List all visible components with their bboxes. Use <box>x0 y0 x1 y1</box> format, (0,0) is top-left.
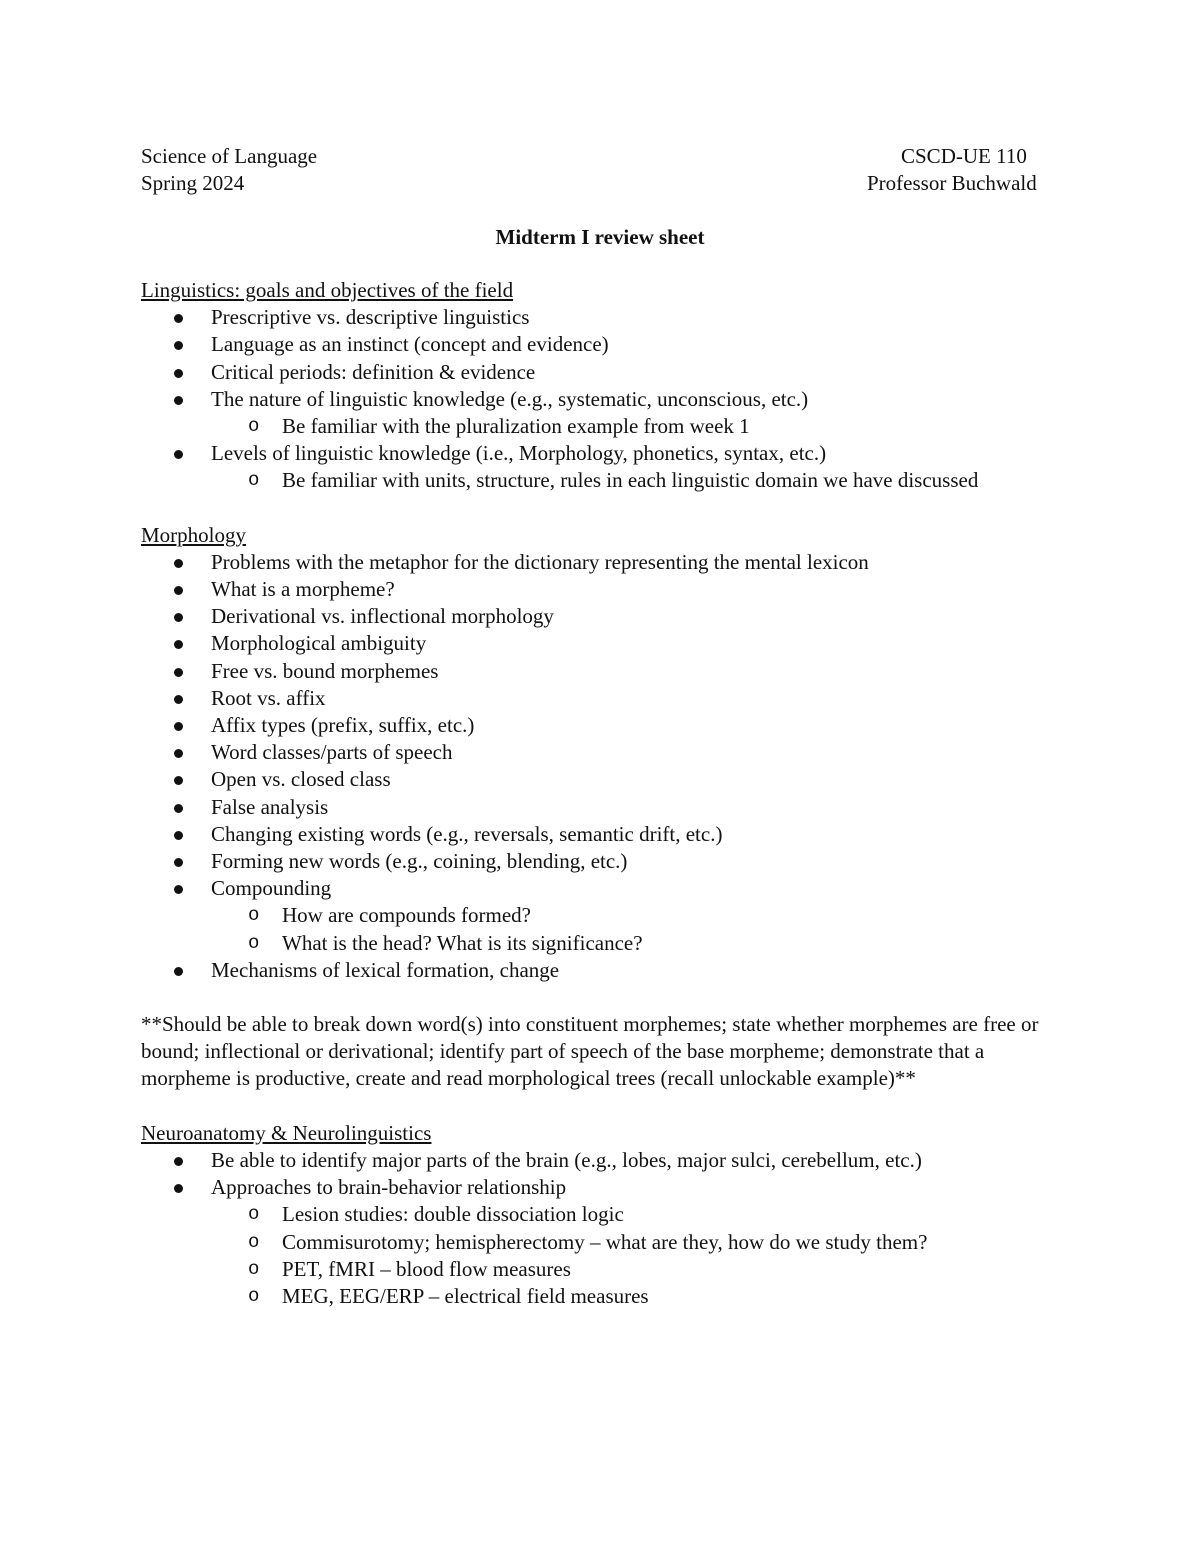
sub-list-item-text: How are compounds formed? <box>282 903 532 928</box>
bullet-icon <box>174 1157 183 1166</box>
sub-list-item <box>211 930 1057 957</box>
list-item <box>141 875 1057 957</box>
list-item <box>141 739 1057 766</box>
bullet-icon <box>174 722 183 731</box>
list-item <box>141 304 1057 331</box>
sub-list-item-text: What is the head? What is its significance? <box>282 930 643 955</box>
list-item <box>141 549 1057 576</box>
sub-list <box>211 413 1057 440</box>
sub-list-item-text: Lesion studies: double dissociation logic <box>282 1202 624 1227</box>
list-item-text: Prescriptive vs. descriptive linguistics <box>211 305 530 330</box>
sub-list-item <box>211 902 1057 929</box>
list-item-text: False analysis <box>211 794 329 819</box>
sub-list-item <box>211 1201 1057 1228</box>
hollow-bullet-icon: o <box>248 904 260 927</box>
list-item-text: The nature of linguistic knowledge (e.g., systematic, unconscious, etc.) <box>211 386 809 411</box>
instructor: Professor Buchwald <box>867 171 1037 195</box>
list-item <box>141 766 1057 793</box>
sub-list-item <box>211 467 1057 494</box>
list-item <box>141 359 1057 386</box>
sub-list-item-text: Commisurotomy; hemispherectomy – what are they, how do we study them? <box>282 1229 928 1254</box>
bullet-icon <box>174 369 183 378</box>
hollow-bullet-icon: o <box>248 1230 260 1253</box>
bullet-icon <box>174 831 183 840</box>
sub-list-item <box>211 1283 1057 1310</box>
hollow-bullet-icon: o <box>248 1284 260 1307</box>
sub-list-item <box>211 1229 1057 1256</box>
course-name: Science of Language <box>141 144 318 168</box>
list-item-text: Root vs. affix <box>211 685 326 710</box>
list-item-text: Word classes/parts of speech <box>211 740 453 765</box>
neuro-list <box>141 1147 1057 1310</box>
list-item-text: Forming new words (e.g., coining, blending, etc.) <box>211 849 628 874</box>
bullet-icon <box>174 1184 183 1193</box>
list-item <box>141 440 1057 494</box>
list-item <box>141 821 1057 848</box>
sub-list <box>211 1201 1057 1310</box>
list-item-text: Changing existing words (e.g., reversals, semantic drift, etc.) <box>211 821 723 846</box>
list-item-text: Be able to identify major parts of the brain (e.g., lobes, major sulci, cerebellum, etc.) <box>211 1147 922 1172</box>
bullet-icon <box>174 776 183 785</box>
bullet-icon <box>174 804 183 813</box>
list-item-text: Morphological ambiguity <box>211 631 427 656</box>
linguistics-list <box>141 304 1057 494</box>
list-item-text: Critical periods: definition & evidence <box>211 359 536 384</box>
list-item <box>141 386 1057 440</box>
sub-list-item-text: PET, fMRI – blood flow measures <box>282 1256 571 1281</box>
list-item-text: Open vs. closed class <box>211 767 391 792</box>
spacer <box>141 984 1057 1011</box>
list-item <box>141 957 1057 984</box>
bullet-icon <box>174 858 183 867</box>
bullet-icon <box>174 749 183 758</box>
morphology-list <box>141 549 1057 984</box>
list-item <box>141 1147 1057 1174</box>
bullet-icon <box>174 695 183 704</box>
list-item-text: Derivational vs. inflectional morphology <box>211 604 554 629</box>
bullet-icon <box>174 314 183 323</box>
list-item-text: Mechanisms of lexical formation, change <box>211 957 560 982</box>
list-item-text: Levels of linguistic knowledge (i.e., Morphology, phonetics, syntax, etc.) <box>211 441 827 466</box>
hollow-bullet-icon: o <box>248 931 260 954</box>
bullet-icon <box>174 668 183 677</box>
list-item <box>141 630 1057 657</box>
sub-list <box>211 467 1057 494</box>
morphology-note: **Should be able to break down word(s) into constituent morphemes; state whether morphemes are free or bound; inflectional or derivational; identify part of speech of the base morpheme; demonstrate that a morpheme is productive, create and read morphological trees (recall unlockable example)** <box>141 1012 1039 1091</box>
bullet-icon <box>174 640 183 649</box>
list-item <box>141 576 1057 603</box>
list-item <box>141 712 1057 739</box>
bullet-icon <box>174 885 183 894</box>
page-title: Midterm I review sheet <box>495 225 705 249</box>
term: Spring 2024 <box>141 171 245 195</box>
section-heading-neuro: Neuroanatomy & Neurolinguistics <box>141 1120 432 1145</box>
spacer <box>141 495 1057 522</box>
sub-list-item <box>211 413 1057 440</box>
sub-list-item-text: MEG, EEG/ERP – electrical field measures <box>282 1283 649 1308</box>
sub-list-item-text: Be familiar with units, structure, rules in each linguistic domain we have discussed <box>282 468 979 493</box>
list-item <box>141 685 1057 712</box>
spacer <box>141 1093 1057 1120</box>
hollow-bullet-icon: o <box>248 415 260 438</box>
list-item <box>141 794 1057 821</box>
list-item-text: Free vs. bound morphemes <box>211 658 439 683</box>
hollow-bullet-icon: o <box>248 469 260 492</box>
list-item <box>141 658 1057 685</box>
list-item-text: Compounding <box>211 876 332 901</box>
bullet-icon <box>174 341 183 350</box>
sub-list-item <box>211 1256 1057 1283</box>
list-item <box>141 331 1057 358</box>
bullet-icon <box>174 613 183 622</box>
list-item <box>141 603 1057 630</box>
bullet-icon <box>174 559 183 568</box>
list-item <box>141 848 1057 875</box>
list-item-text: Affix types (prefix, suffix, etc.) <box>211 713 475 738</box>
list-item-text: Language as an instinct (concept and evidence) <box>211 332 609 357</box>
hollow-bullet-icon: o <box>248 1257 260 1280</box>
course-code: CSCD-UE 110 <box>901 144 1027 168</box>
bullet-icon <box>174 450 183 459</box>
bullet-icon <box>174 586 183 595</box>
sub-list <box>211 902 1057 956</box>
section-heading-linguistics: Linguistics: goals and objectives of the field <box>141 278 514 302</box>
bullet-icon <box>174 967 183 976</box>
section-heading-morphology: Morphology <box>141 522 246 547</box>
bullet-icon <box>174 396 183 405</box>
document-body <box>141 277 1057 1310</box>
list-item-text: Approaches to brain-behavior relationship <box>211 1175 567 1200</box>
list-item-text: What is a morpheme? <box>211 577 395 602</box>
list-item-text: Problems with the metaphor for the dictionary representing the mental lexicon <box>211 549 869 574</box>
sub-list-item-text: Be familiar with the pluralization example from week 1 <box>282 414 750 439</box>
hollow-bullet-icon: o <box>248 1203 260 1226</box>
list-item <box>141 1174 1057 1310</box>
